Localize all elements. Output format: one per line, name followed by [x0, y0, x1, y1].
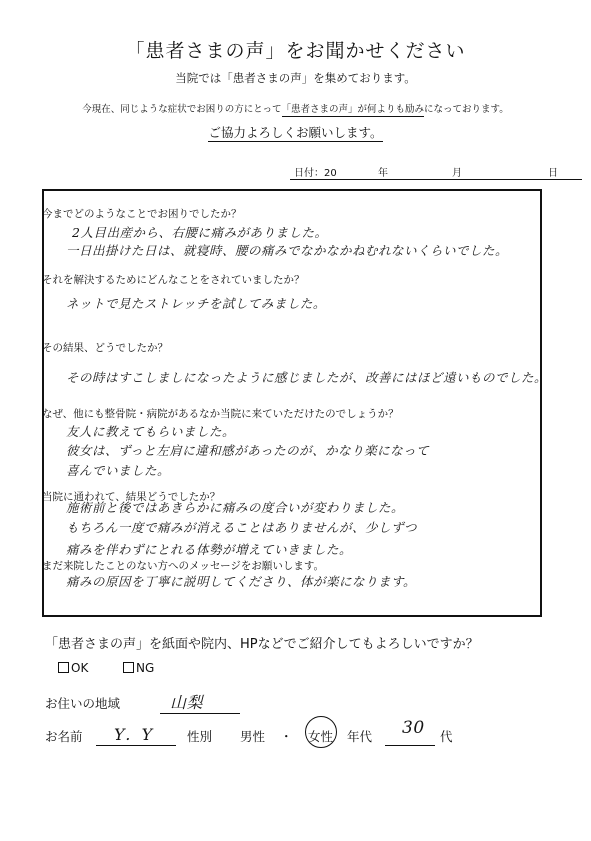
- answer-why-line-1[interactable]: 友人に教えてもらいました。: [66, 424, 236, 439]
- name-underline: [96, 745, 176, 746]
- age-value[interactable]: 30: [402, 718, 425, 738]
- consent-question: 「患者さまの声」を紙面や院内、HPなどでご紹介してもよろしいですか？: [45, 637, 479, 652]
- age-underline: [385, 745, 435, 746]
- intro-line: 当院では「患者さまの声」を集めております。: [175, 71, 416, 85]
- name-label: お名前: [45, 729, 83, 744]
- gender-label: 性別: [187, 729, 213, 744]
- question-troubles: 今までどのようなことでお困りでしたか？: [42, 208, 242, 220]
- ok-checkbox[interactable]: [58, 662, 69, 673]
- date-year-label: 年: [378, 168, 388, 179]
- gender-male[interactable]: 男性: [240, 729, 266, 744]
- answer-why-line-3[interactable]: 喜んでいました。: [66, 463, 171, 478]
- ok-label: OK: [71, 661, 89, 675]
- cooperation-request: [0, 123, 591, 141]
- answer-troubles-line-2[interactable]: 一日出掛けた日は、就寝時、腰の痛みでなかなかねむれないくらいでした。: [66, 243, 509, 258]
- intro-line-2-underlined: 「患者さまの声」が何よりも励み: [281, 104, 425, 115]
- area-value[interactable]: 山梨: [170, 693, 204, 712]
- answer-result[interactable]: その時はすこしましになったように感じましたが、改善にはほど遠いものでした。: [66, 370, 548, 385]
- age-label: 年代: [347, 729, 373, 744]
- answer-outcome-line-1[interactable]: 施術前と後ではあきらかに痛みの度合いが変わりました。: [66, 500, 405, 515]
- question-solutions-tried: それを解決するためにどんなことをされていましたか？: [42, 274, 305, 286]
- cooperation-text: ご協力よろしくお願いします。: [208, 125, 383, 140]
- question-outcome: 当院に通われて、結果どうでしたか？: [42, 491, 221, 503]
- answer-solutions-tried[interactable]: ネットで見たストレッチを試してみました。: [66, 296, 326, 311]
- answer-outcome-line-2[interactable]: もちろん一度で痛みが消えることはありませんが、少しずつ: [66, 520, 418, 535]
- date-field[interactable]: [290, 164, 582, 180]
- answer-why-line-2[interactable]: 彼女は、ずっと左肩に違和感があったのが、かなり楽になって: [66, 443, 430, 458]
- answer-message[interactable]: 痛みの原因を丁寧に説明してくださり、体が楽になります。: [66, 574, 417, 589]
- consent-ok-option[interactable]: [58, 661, 88, 675]
- area-underline: [160, 713, 240, 714]
- date-day-label: 日: [548, 168, 558, 179]
- ng-label: NG: [136, 661, 155, 675]
- answer-troubles-line-1[interactable]: 2人目出産から、右腰に痛みがありました。: [72, 225, 328, 240]
- date-month-label: 月: [452, 168, 462, 179]
- age-suffix: 代: [440, 729, 453, 744]
- female-selected-circle: [305, 716, 337, 748]
- consent-ng-option[interactable]: [123, 661, 154, 675]
- area-label: お住いの地域: [45, 696, 121, 711]
- question-why-chose-clinic: なぜ、他にも整骨院・病院があるなか当院に来ていただけたのでしょうか？: [42, 408, 399, 420]
- answer-outcome-line-3[interactable]: 痛みを伴わずにとれる体勢が増えていきました。: [66, 542, 353, 557]
- page-title: 「患者さまの声」をお聞かせください: [125, 40, 466, 62]
- name-value[interactable]: Y．Y: [114, 725, 153, 744]
- gender-separator: ・: [280, 729, 293, 744]
- gender-female[interactable]: 女性: [308, 729, 334, 744]
- date-label: 日付：20: [294, 168, 337, 179]
- intro-line-2-pre: 今現在、同じような症状でお困りの方にとって: [82, 104, 282, 115]
- intro-line-2: [0, 101, 591, 115]
- question-message: まだ来院したことのない方へのメッセージをお願いします。: [42, 560, 325, 572]
- intro-line-2-post: になっております。: [424, 104, 509, 115]
- ng-checkbox[interactable]: [123, 662, 134, 673]
- question-result: その結果、どうでしたか？: [42, 342, 168, 354]
